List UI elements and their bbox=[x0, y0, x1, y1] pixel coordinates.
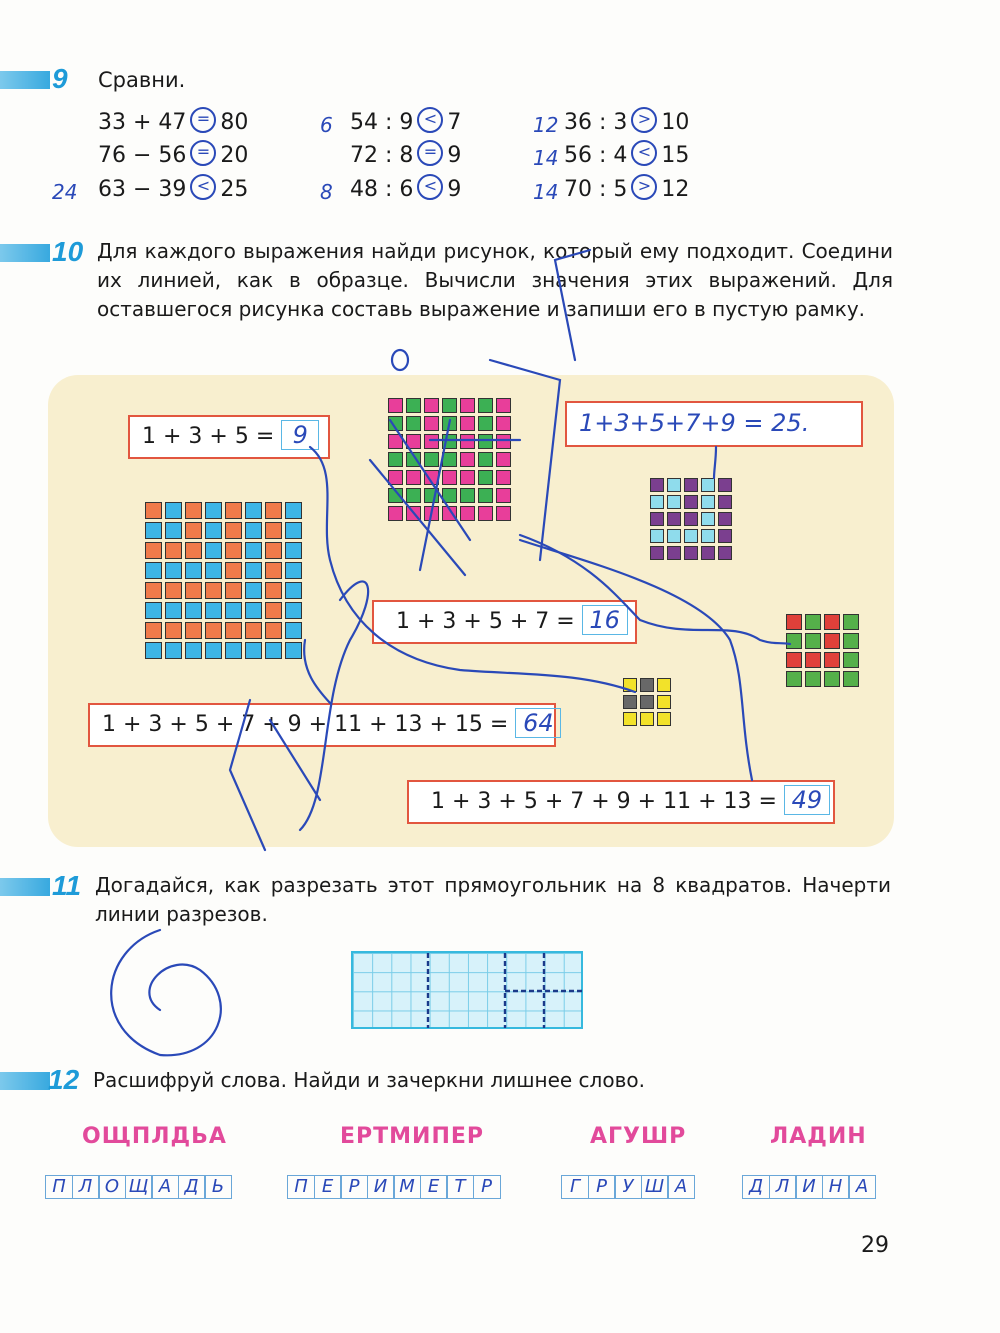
letter-box[interactable]: П bbox=[45, 1175, 73, 1199]
letter-box[interactable]: Р bbox=[340, 1175, 368, 1199]
square-cell bbox=[205, 522, 222, 539]
square-cell bbox=[478, 434, 493, 449]
square-cell bbox=[442, 488, 457, 503]
letter-box[interactable]: Н bbox=[822, 1175, 850, 1199]
square-cell bbox=[424, 452, 439, 467]
left-expr: 48 : 6 bbox=[350, 177, 414, 202]
scrambled-word-2: ЕРТМИПЕР bbox=[340, 1124, 485, 1149]
comparison-4 bbox=[350, 110, 461, 136]
right-value: 15 bbox=[661, 143, 690, 168]
answer-box[interactable]: 16 bbox=[582, 605, 628, 635]
left-expr: 36 : 3 bbox=[564, 110, 628, 135]
square-cell bbox=[824, 652, 840, 668]
letter-box[interactable]: Л bbox=[769, 1175, 797, 1199]
square-cell bbox=[843, 633, 859, 649]
square-cell bbox=[650, 495, 664, 509]
comparison-sign[interactable]: > bbox=[631, 107, 657, 133]
square-cell bbox=[245, 522, 262, 539]
letter-box[interactable]: Ь bbox=[204, 1175, 232, 1199]
handwritten-result: 24 bbox=[52, 180, 78, 204]
letter-box[interactable]: Д bbox=[742, 1175, 770, 1199]
square-cell bbox=[786, 614, 802, 630]
square-cell bbox=[185, 522, 202, 539]
answer-letters-2[interactable] bbox=[287, 1175, 499, 1199]
square-cell bbox=[478, 398, 493, 413]
square-cell bbox=[496, 416, 511, 431]
square-cell bbox=[684, 478, 698, 492]
square-cell bbox=[460, 488, 475, 503]
square-cell bbox=[496, 452, 511, 467]
square-cell bbox=[388, 470, 403, 485]
square-cell bbox=[265, 502, 282, 519]
square-cell bbox=[805, 652, 821, 668]
square-cell bbox=[145, 502, 162, 519]
square-cell bbox=[496, 398, 511, 413]
square-cell bbox=[640, 712, 654, 726]
square-cell bbox=[165, 602, 182, 619]
right-value: 7 bbox=[447, 110, 462, 135]
square-cell bbox=[718, 546, 732, 560]
square-cell bbox=[245, 542, 262, 559]
task10-number: 10 bbox=[52, 236, 84, 267]
square-cell bbox=[650, 478, 664, 492]
comparison-sign[interactable]: > bbox=[631, 174, 657, 200]
square-cell bbox=[701, 495, 715, 509]
letter-box[interactable]: М bbox=[393, 1175, 421, 1199]
square-cell bbox=[786, 652, 802, 668]
square-cell bbox=[205, 542, 222, 559]
square-picture-7x7[interactable] bbox=[388, 398, 511, 521]
letter-box[interactable]: Д bbox=[178, 1175, 206, 1199]
square-cell bbox=[185, 622, 202, 639]
square-cell bbox=[185, 542, 202, 559]
comparison-7 bbox=[564, 110, 689, 136]
letter-box[interactable]: О bbox=[98, 1175, 126, 1199]
left-expr: 56 : 4 bbox=[564, 143, 628, 168]
square-picture-3x3[interactable] bbox=[623, 678, 671, 726]
square-cell bbox=[406, 416, 421, 431]
letter-box[interactable]: И bbox=[367, 1175, 395, 1199]
square-cell bbox=[165, 522, 182, 539]
square-cell bbox=[245, 582, 262, 599]
square-picture-4x4[interactable] bbox=[786, 614, 859, 687]
square-cell bbox=[285, 642, 302, 659]
square-cell bbox=[442, 398, 457, 413]
expression-box-3 bbox=[88, 703, 556, 747]
square-cell bbox=[285, 502, 302, 519]
letter-box[interactable]: П bbox=[287, 1175, 315, 1199]
scrambled-word-3: АГУШР bbox=[590, 1124, 687, 1149]
square-cell bbox=[265, 602, 282, 619]
expression-box-4 bbox=[407, 780, 835, 824]
right-value: 10 bbox=[661, 110, 690, 135]
square-cell bbox=[718, 478, 732, 492]
expression-text: 1 + 3 + 5 + 7 = bbox=[396, 609, 575, 634]
letter-box[interactable]: Л bbox=[72, 1175, 100, 1199]
expression-text: 1 + 3 + 5 + 7 + 9 + 11 + 13 = bbox=[431, 789, 777, 814]
letter-box[interactable]: А bbox=[151, 1175, 179, 1199]
square-cell bbox=[496, 434, 511, 449]
task10-bar bbox=[0, 244, 50, 262]
square-cell bbox=[478, 488, 493, 503]
task9-bar bbox=[0, 71, 50, 89]
handwritten-result: 14 bbox=[533, 146, 559, 170]
square-cell bbox=[657, 712, 671, 726]
square-cell bbox=[265, 522, 282, 539]
square-cell bbox=[145, 522, 162, 539]
square-cell bbox=[406, 434, 421, 449]
left-expr: 63 − 39 bbox=[98, 177, 187, 202]
expression-box-written[interactable] bbox=[565, 401, 863, 447]
page-number: 29 bbox=[861, 1233, 889, 1258]
square-cell bbox=[165, 582, 182, 599]
square-cell bbox=[245, 502, 262, 519]
square-cell bbox=[442, 470, 457, 485]
square-cell bbox=[424, 434, 439, 449]
square-cell bbox=[640, 695, 654, 709]
right-value: 20 bbox=[220, 143, 249, 168]
square-cell bbox=[424, 470, 439, 485]
square-cell bbox=[824, 614, 840, 630]
square-cell bbox=[165, 542, 182, 559]
square-cell bbox=[460, 398, 475, 413]
square-cell bbox=[667, 529, 681, 543]
square-cell bbox=[424, 398, 439, 413]
square-cell bbox=[285, 582, 302, 599]
square-cell bbox=[478, 452, 493, 467]
task10-instruction: Для каждого выражения найди рисунок, который ему подходит. Соедини их линией, как в образце. Вычисли значения этих выражений. Для оставшегося рисунка составь выражение и запиши его в пустую рамку. bbox=[97, 239, 893, 321]
square-cell bbox=[701, 546, 715, 560]
expression-box-1 bbox=[128, 415, 330, 459]
square-cell bbox=[145, 582, 162, 599]
scrambled-word-1: ОЩПЛДЬА bbox=[82, 1124, 227, 1149]
task11-bar bbox=[0, 878, 50, 896]
square-cell bbox=[388, 434, 403, 449]
expression-text: 1 + 3 + 5 = bbox=[142, 424, 275, 449]
square-cell bbox=[843, 614, 859, 630]
right-value: 9 bbox=[447, 143, 462, 168]
letter-box[interactable]: Р bbox=[588, 1175, 616, 1199]
square-cell bbox=[623, 678, 637, 692]
letter-box[interactable]: Р bbox=[473, 1175, 501, 1199]
square-cell bbox=[205, 582, 222, 599]
square-cell bbox=[701, 478, 715, 492]
square-cell bbox=[657, 678, 671, 692]
answer-letters-3[interactable] bbox=[561, 1175, 694, 1199]
square-cell bbox=[265, 562, 282, 579]
comparison-1 bbox=[98, 110, 248, 136]
written-expression: 1+3+5+7+9 = 25. bbox=[579, 409, 810, 437]
comparison-sign[interactable]: < bbox=[417, 174, 443, 200]
square-cell bbox=[424, 488, 439, 503]
square-cell bbox=[650, 529, 664, 543]
square-cell bbox=[388, 416, 403, 431]
square-cell bbox=[388, 488, 403, 503]
cut-rectangle[interactable] bbox=[351, 951, 583, 1029]
square-cell bbox=[165, 622, 182, 639]
square-cell bbox=[145, 642, 162, 659]
comparison-sign[interactable]: = bbox=[417, 140, 443, 166]
comparison-6 bbox=[350, 177, 461, 203]
square-cell bbox=[718, 495, 732, 509]
square-cell bbox=[145, 562, 162, 579]
square-cell bbox=[684, 495, 698, 509]
left-expr: 54 : 9 bbox=[350, 110, 414, 135]
square-picture-5x5[interactable] bbox=[650, 478, 732, 560]
right-value: 9 bbox=[447, 177, 462, 202]
square-cell bbox=[185, 562, 202, 579]
square-cell bbox=[718, 512, 732, 526]
task12-number: 12 bbox=[48, 1064, 80, 1095]
square-cell bbox=[650, 512, 664, 526]
letter-box[interactable]: Щ bbox=[125, 1175, 153, 1199]
square-cell bbox=[245, 562, 262, 579]
square-cell bbox=[478, 416, 493, 431]
comparison-2 bbox=[98, 143, 248, 169]
square-cell bbox=[442, 416, 457, 431]
expression-text: 1 + 3 + 5 + 7 + 9 + 11 + 13 + 15 = bbox=[102, 712, 509, 737]
square-cell bbox=[185, 602, 202, 619]
square-cell bbox=[718, 529, 732, 543]
square-cell bbox=[388, 452, 403, 467]
right-value: 25 bbox=[220, 177, 249, 202]
square-cell bbox=[805, 633, 821, 649]
square-cell bbox=[406, 452, 421, 467]
square-cell bbox=[684, 546, 698, 560]
square-cell bbox=[406, 398, 421, 413]
square-cell bbox=[824, 633, 840, 649]
square-cell bbox=[285, 522, 302, 539]
answer-letters-4[interactable] bbox=[742, 1175, 875, 1199]
square-cell bbox=[265, 642, 282, 659]
square-cell bbox=[701, 529, 715, 543]
square-cell bbox=[667, 546, 681, 560]
square-cell bbox=[496, 506, 511, 521]
square-cell bbox=[205, 642, 222, 659]
square-cell bbox=[460, 416, 475, 431]
square-cell bbox=[225, 582, 242, 599]
letter-box[interactable]: Ш bbox=[641, 1175, 669, 1199]
square-cell bbox=[406, 488, 421, 503]
square-cell bbox=[824, 671, 840, 687]
square-cell bbox=[424, 416, 439, 431]
right-value: 80 bbox=[220, 110, 249, 135]
comparison-sign[interactable]: < bbox=[631, 140, 657, 166]
square-cell bbox=[786, 633, 802, 649]
left-expr: 76 − 56 bbox=[98, 143, 187, 168]
square-cell bbox=[442, 434, 457, 449]
square-cell bbox=[225, 502, 242, 519]
square-cell bbox=[667, 512, 681, 526]
square-cell bbox=[667, 478, 681, 492]
letter-box[interactable]: И bbox=[795, 1175, 823, 1199]
letter-box[interactable]: Е bbox=[314, 1175, 342, 1199]
square-cell bbox=[185, 582, 202, 599]
comparison-sign[interactable]: = bbox=[190, 140, 216, 166]
task9-number: 9 bbox=[52, 63, 68, 94]
comparison-3 bbox=[98, 177, 248, 203]
square-cell bbox=[225, 602, 242, 619]
square-cell bbox=[623, 712, 637, 726]
comparison-9 bbox=[564, 177, 689, 203]
square-cell bbox=[285, 542, 302, 559]
square-cell bbox=[496, 488, 511, 503]
square-cell bbox=[145, 622, 162, 639]
scrambled-word-4: ЛАДИН bbox=[770, 1124, 867, 1149]
comparison-sign[interactable]: < bbox=[417, 107, 443, 133]
square-cell bbox=[265, 542, 282, 559]
square-cell bbox=[145, 542, 162, 559]
square-cell bbox=[245, 622, 262, 639]
square-cell bbox=[185, 642, 202, 659]
task12-instruction: Расшифруй слова. Найди и зачеркни лишнее слово. bbox=[93, 1068, 645, 1092]
square-cell bbox=[460, 434, 475, 449]
square-cell bbox=[406, 470, 421, 485]
square-cell bbox=[165, 642, 182, 659]
square-cell bbox=[460, 452, 475, 467]
square-cell bbox=[684, 529, 698, 543]
square-cell bbox=[285, 562, 302, 579]
square-cell bbox=[640, 678, 654, 692]
square-picture-8x8[interactable] bbox=[145, 502, 302, 659]
left-expr: 72 : 8 bbox=[350, 143, 414, 168]
letter-box[interactable]: Т bbox=[446, 1175, 474, 1199]
handwritten-result: 14 bbox=[533, 180, 559, 204]
square-cell bbox=[623, 695, 637, 709]
square-cell bbox=[786, 671, 802, 687]
square-cell bbox=[285, 602, 302, 619]
square-cell bbox=[185, 502, 202, 519]
square-cell bbox=[424, 506, 439, 521]
letter-box[interactable]: Е bbox=[420, 1175, 448, 1199]
answer-letters-1[interactable] bbox=[45, 1175, 231, 1199]
square-cell bbox=[285, 622, 302, 639]
letter-box[interactable]: А bbox=[848, 1175, 876, 1199]
square-cell bbox=[657, 695, 671, 709]
comparison-sign[interactable]: < bbox=[190, 174, 216, 200]
task11-number: 11 bbox=[52, 870, 82, 901]
square-cell bbox=[265, 582, 282, 599]
square-cell bbox=[701, 512, 715, 526]
comparison-8 bbox=[564, 143, 689, 169]
task9-title: Сравни. bbox=[98, 68, 186, 92]
task11-instruction: Догадайся, как разрезать этот прямоугольник на 8 квадратов. Начерти линии разрезов. bbox=[95, 873, 891, 926]
square-cell bbox=[245, 642, 262, 659]
right-value: 12 bbox=[661, 177, 690, 202]
handwritten-result: 6 bbox=[320, 113, 333, 137]
comparison-sign[interactable]: = bbox=[190, 107, 216, 133]
square-cell bbox=[478, 470, 493, 485]
square-cell bbox=[225, 622, 242, 639]
letter-box[interactable]: У bbox=[614, 1175, 642, 1199]
square-cell bbox=[805, 671, 821, 687]
expression-box-2 bbox=[372, 600, 637, 644]
square-cell bbox=[460, 470, 475, 485]
letter-box[interactable]: А bbox=[667, 1175, 695, 1199]
answer-box[interactable]: 49 bbox=[784, 785, 830, 815]
square-cell bbox=[843, 671, 859, 687]
square-cell bbox=[667, 495, 681, 509]
letter-box[interactable]: Г bbox=[561, 1175, 589, 1199]
scribble-5 bbox=[111, 930, 221, 1055]
handwritten-result: 12 bbox=[533, 113, 559, 137]
square-cell bbox=[460, 506, 475, 521]
square-cell bbox=[478, 506, 493, 521]
square-cell bbox=[805, 614, 821, 630]
square-cell bbox=[205, 602, 222, 619]
left-expr: 70 : 5 bbox=[564, 177, 628, 202]
square-cell bbox=[843, 652, 859, 668]
square-cell bbox=[225, 522, 242, 539]
square-cell bbox=[245, 602, 262, 619]
answer-box[interactable]: 9 bbox=[281, 420, 319, 450]
left-expr: 33 + 47 bbox=[98, 110, 187, 135]
square-cell bbox=[406, 506, 421, 521]
square-cell bbox=[388, 398, 403, 413]
square-cell bbox=[225, 642, 242, 659]
square-cell bbox=[205, 562, 222, 579]
square-cell bbox=[145, 602, 162, 619]
square-cell bbox=[205, 502, 222, 519]
square-cell bbox=[225, 562, 242, 579]
square-cell bbox=[442, 506, 457, 521]
square-cell bbox=[650, 546, 664, 560]
square-cell bbox=[165, 562, 182, 579]
square-cell bbox=[165, 502, 182, 519]
square-cell bbox=[442, 452, 457, 467]
square-cell bbox=[205, 622, 222, 639]
square-cell bbox=[388, 506, 403, 521]
comparison-5 bbox=[350, 143, 461, 169]
square-cell bbox=[265, 622, 282, 639]
handwritten-result: 8 bbox=[320, 180, 333, 204]
square-cell bbox=[684, 512, 698, 526]
square-cell bbox=[225, 542, 242, 559]
square-cell bbox=[496, 470, 511, 485]
task12-bar bbox=[0, 1072, 50, 1090]
answer-box[interactable]: 64 bbox=[515, 708, 561, 738]
